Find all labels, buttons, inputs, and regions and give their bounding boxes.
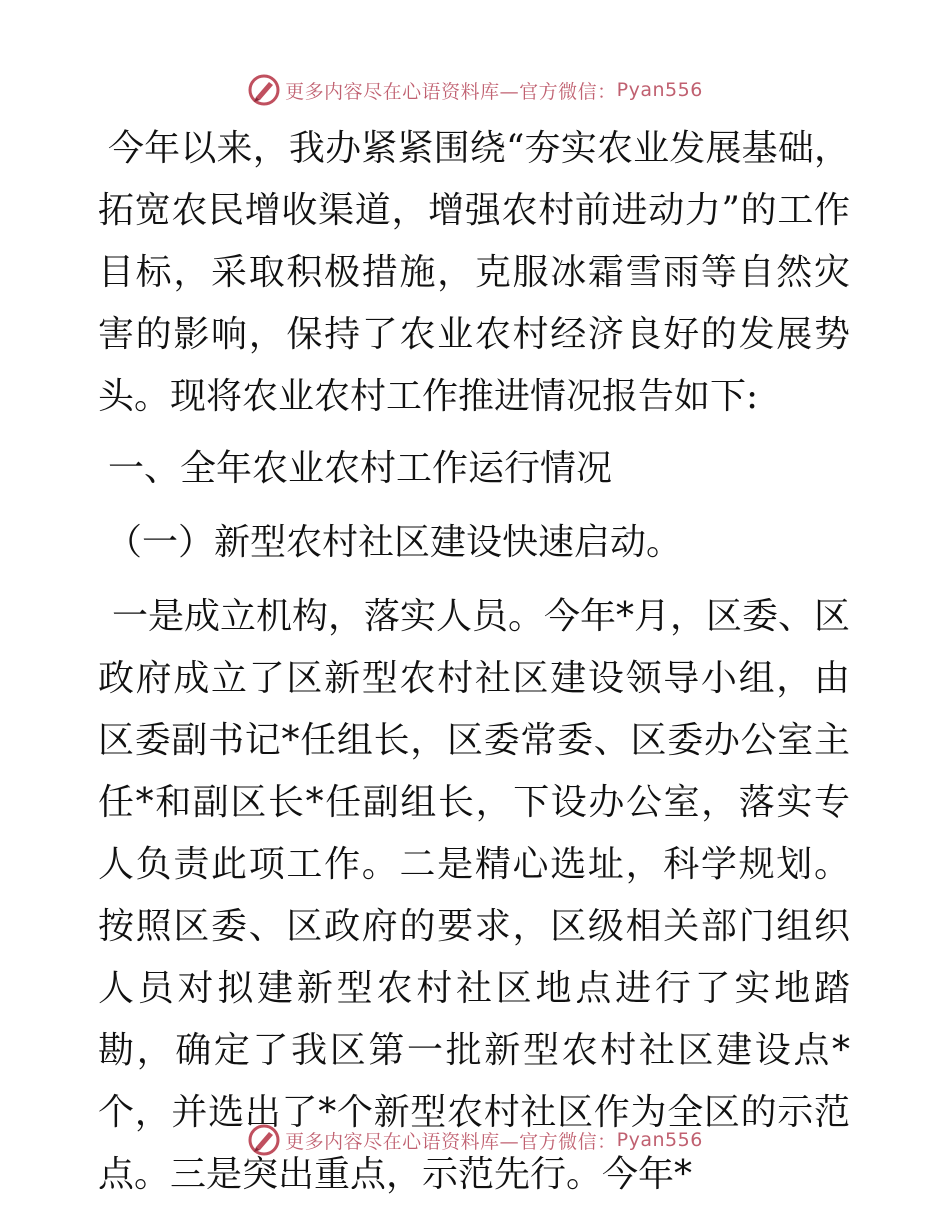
watermark-account: Pyan556 [616,1129,703,1151]
header-watermark [0,70,950,110]
document-body [98,118,850,1206]
section-heading: 一、全年农业农村工作运行情况 [108,448,613,489]
watermark-text: 更多内容尽在心语资料库—官方微信： [285,80,617,103]
logo-icon [247,1123,281,1157]
footer-watermark [0,1120,950,1160]
body-paragraph: 一是成立机构，落实人员。今年*月，区委、区政府成立了区新型农村社区建设领导小组，由区委副书记*任组长，区委常委、区委办公室主任*和副区长*任副组长，下设办公室，落实专人负责此项工作。二是精心选址，科学规划。按照区委、区政府的要求，区级相关部门组织人员对拟建新型农村社区地点进行了实地踏勘，确定了我区第一批新型农村社区建设点*个，并选出了*个新型农村社区作为全区的示范点。三是突出重点，示范先行。今年* [98,596,851,1195]
logo-icon [247,73,281,107]
intro-paragraph: 今年以来，我办紧紧围绕“夯实农业发展基础，拓宽农民增收渠道，增强农村前进动力”的工作目标，采取积极措施，克服冰霜雪雨等自然灾害的影响，保持了农业农村经济良好的发展势头。现将农业农村工作推进情况报告如下: [98,128,850,417]
subsection-heading: （一）新型农村社区建设快速启动。 [106,522,683,563]
watermark-account: Pyan556 [616,79,703,101]
watermark-text: 更多内容尽在心语资料库—官方微信： [285,1130,617,1153]
